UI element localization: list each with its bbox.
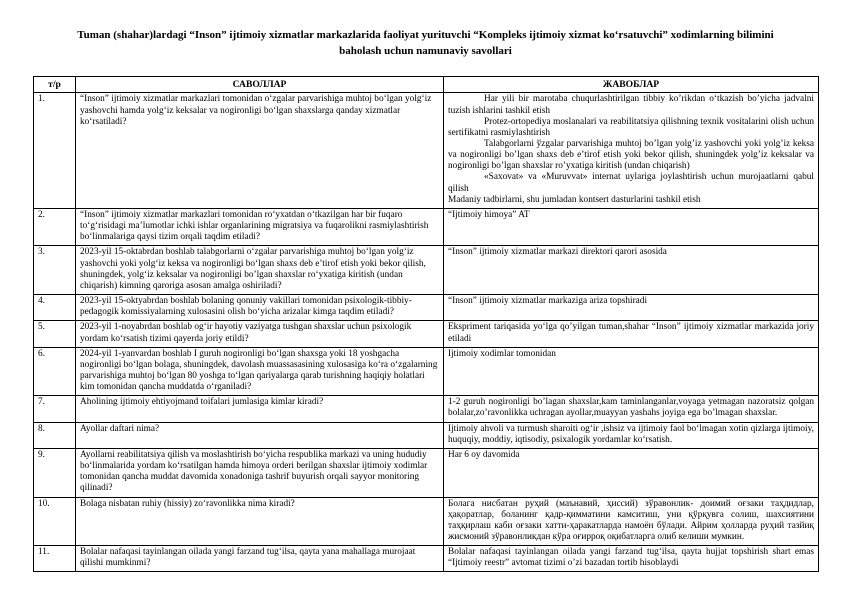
table-row	[34, 546, 819, 572]
answer-text: “Ijtimoiy himoya” AT	[448, 209, 530, 220]
qa-table	[33, 76, 819, 573]
answer-text: Har 6 oy davomida	[448, 449, 520, 460]
question-text: 2023-yil 15-oktyabrdan boshlab bolaning qonuniy vakillari tomonidan psixologik-tibbiy-pedagogik komissiyalarning xulosasini olish bo‘yicha arizalar kimga taqdim etiladi?	[80, 296, 412, 318]
answer-cell	[444, 422, 819, 448]
answer-text: «Saxovat» va «Muruvvat» internat uylariga joylashtirish uchun murojaatlarni qabul qilish	[448, 172, 814, 194]
answer-cell	[444, 93, 819, 209]
col-header-questions: САВОЛЛАР	[76, 76, 444, 93]
answer-text: Talabgorlarni ўzgalar parvarishiga muhtoj bo’lgan yolg’iz yashovchi yoki yolg’iz keksa va nogironligi bo’lgan shaxs deb e’tirof etish yoki bekor qilish, shuningdek yolg’iz keksalar va nogironligi bo’lgan shaxslar ro’yxatiga kiritish (undan chiqarish)	[448, 139, 814, 172]
row-number: 4.	[34, 295, 76, 321]
question-cell	[76, 321, 444, 347]
table-row	[34, 321, 819, 347]
question-cell	[76, 546, 444, 572]
question-text: Bolaga nisbatan ruhiy (hissiy) zo‘ravonlikka nima kiradi?	[80, 498, 295, 509]
question-text: “Inson” ijtimoiy xizmatlar markazlari tomonidan ro‘yxatdan o‘tkazilgan har bir fuqaro to‘g‘risidagi ma’lumotlar ichki ishlar organlarining migratsiya va fuqarolikni rasmiylashtirish bo‘linmalariga qaysi tizim orqali taqdim etiladi?	[80, 209, 429, 243]
col-header-num: т/р	[34, 76, 76, 93]
question-text: “Inson” ijtimoiy xizmatlar markazlari tomonidan o‘zgalar parvarishiga muhtoj bo‘lgan yolg‘iz yashovchi hamda yolg‘iz keksalar va nogironligi bo‘lgan shaxslarga qanday xizmatlar ko‘rsatiladi?	[80, 94, 432, 127]
table-row	[34, 422, 819, 448]
answer-cell	[444, 208, 819, 245]
answer-cell	[444, 246, 819, 295]
answer-text: Madaniy tadbirlarni, shu jumladan kontsert dasturlarini tashkil etish	[448, 194, 701, 205]
answer-text: Har yili bir marotaba chuqurlashtirilgan tibbiy ko’rikdan o‘tkazish bo’yicha jadvalni tuzish ishlarini tashkil etish	[448, 94, 814, 116]
row-number: 1.	[34, 93, 76, 209]
answer-text: “Inson” ijtimoiy xizmatlar markazi direktori qarori asosida	[448, 247, 667, 258]
question-text: 2023-yil 15-oktabrdan boshlab talabgorlarni o‘zgalar parvarishiga muhtoj bo‘lgan yolg‘iz yashovchi yoki yolg‘iz keksa va nogironligi bo‘lgan shaxs deb e’tirof etish yoki bekor qilish, shuningdek, yolg‘iz keksalar va nogironligi bo’lgan shaxslar ro‘yxatiga kiritish (undan chiqarish) kimning qaroriga asosan amalga oshiriladi?	[80, 247, 426, 291]
answer-cell	[444, 347, 819, 396]
answer-cell	[444, 448, 819, 497]
answer-cell	[444, 546, 819, 572]
row-number: 5.	[34, 321, 76, 347]
row-number: 10.	[34, 497, 76, 546]
row-number: 9.	[34, 448, 76, 497]
answer-text: 1-2 guruh nogironligi bo’lagan shaxslar,kam taminlanganlar,voyaga yetmagan nazoratsiz qolgan bolalar,zo’ravonlikka uchragan ayollar,muayyan yashahs joyiga ega bo’lmagan shaxslar.	[448, 397, 814, 419]
page-title: Tuman (shahar)lardagi “Inson” ijtimoiy xizmatlar markazlarida faoliyat yurituvchi “Kompleks ijtimoiy xizmat ko‘rsatuvchi” xodimlarning bilimini baholash uchun namunaviy savollari	[77, 29, 774, 57]
answer-cell	[444, 295, 819, 321]
answer-text: Ijtimoiy ahvoli va turmush sharoiti og‘ir ,ishsiz va ijtimoiy faol bo‘lmagan xotin qizlarga ijtimoiy, huquqiy, moddiy, iqtisodiy, psixalogik yordamlar ko‘rsatish.	[448, 423, 814, 445]
question-cell	[76, 246, 444, 295]
answer-text: Bolalar nafaqasi tayinlangan oilada yangi farzand tug‘ilsa, qayta hujjat topshirish shart emas “Ijtimoiy reestr” avtomat tizimi o’zi bazadan tortib hisoblaydi	[448, 547, 814, 569]
question-text: 2024-yil 1-yanvardan boshlab I guruh nogironligi bo‘lgan shaxsga yoki 18 yoshgacha nogironligi bo‘lgan bolaga, shuningdek, davolash muassasasining xulosasiga ko‘ra o‘zgalarning parvarishiga muhtoj bo‘lgan 80 yoshga to‘lgan qariyalarga qarab turishning haqiqiy holatlari kim tomonidan qancha muddatda o‘rganiladi?	[80, 348, 438, 393]
question-text: Ayollar daftari nima?	[80, 423, 160, 434]
table-row	[34, 208, 819, 245]
question-cell	[76, 208, 444, 245]
table-row	[34, 396, 819, 422]
question-cell	[76, 396, 444, 422]
question-cell	[76, 448, 444, 497]
row-number: 2.	[34, 208, 76, 245]
table-header-row	[34, 76, 819, 93]
question-text: Bolalar nafaqasi tayinlangan oilada yangi farzand tug‘ilsa, qayta yana mahallaga murojaat qilishi mumkinmi?	[80, 547, 416, 569]
answer-text: Ekspriment tariqasida yo‘lga qo’yilgan tuman,shahar “Inson” ijtimoiy xizmatlar markazida joriy etiladi	[448, 322, 814, 344]
row-number: 3.	[34, 246, 76, 295]
table-row	[34, 295, 819, 321]
col-header-answers: ЖАВОБЛАР	[444, 76, 819, 93]
question-text: Ayollarni reabilitatsiya qilish va moslashtirish bo‘yicha respublika markazi va uning hududiy bo‘linmalarida yordam ko‘rsatilgan hamda himoya orderi berilgan shaxslar ijtimoiy xodimlar tomonidan qancha muddat davomida xonadoniga tashrif buyurish orqali sayyor monitoring qilinadi?	[80, 449, 428, 494]
question-text: 2023-yil 1-noyabrdan boshlab og‘ir hayotiy vaziyatga tushgan shaxslar uchun psixologik yordam ko‘rsatish tizimi qayerda joriy etildi?	[80, 322, 412, 344]
row-number: 11.	[34, 546, 76, 572]
table-row	[34, 246, 819, 295]
table-row	[34, 497, 819, 546]
question-cell	[76, 497, 444, 546]
question-cell	[76, 347, 444, 396]
table-row	[34, 448, 819, 497]
answer-text: Ijtimoiy xodimlar tomonidan	[448, 348, 556, 359]
question-text: Aholining ijtimoiy ehtiyojmand toifalari jumlasiga kimlar kiradi?	[80, 397, 324, 408]
row-number: 7.	[34, 396, 76, 422]
table-row	[34, 93, 819, 209]
answer-cell	[444, 396, 819, 422]
row-number: 8.	[34, 422, 76, 448]
answer-text: “Inson” ijtimoiy xizmatlar markaziga ariza topshiradi	[448, 296, 648, 307]
question-cell	[76, 295, 444, 321]
answer-cell	[444, 497, 819, 546]
answer-text: Protez-ortopediya moslanalari va reabilitatsiya qilishning texnik vositalarini olish uchun sertifikatni rasmiylashtirish	[448, 116, 814, 138]
question-cell	[76, 422, 444, 448]
question-cell	[76, 93, 444, 209]
answer-text: Болага нисбатан руҳий (маънавий, ҳиссий) зўравонлик- доимий оғзаки таҳдидлар, ҳақоратлар, боланинг қадр-қимматини камситиш, уни қўрқувга солиш, шахсиятини таҳқирлаш каби оғзаки хатти-ҳаракатларда намоён бўлади. Айрим ҳолларда руҳий тазйиқ жисмоний зўравонликдан кўра оғирроқ оқибатларга олиб келиши мумкин.	[448, 498, 814, 542]
table-row	[34, 347, 819, 396]
row-number: 6.	[34, 347, 76, 396]
answer-cell	[444, 321, 819, 347]
